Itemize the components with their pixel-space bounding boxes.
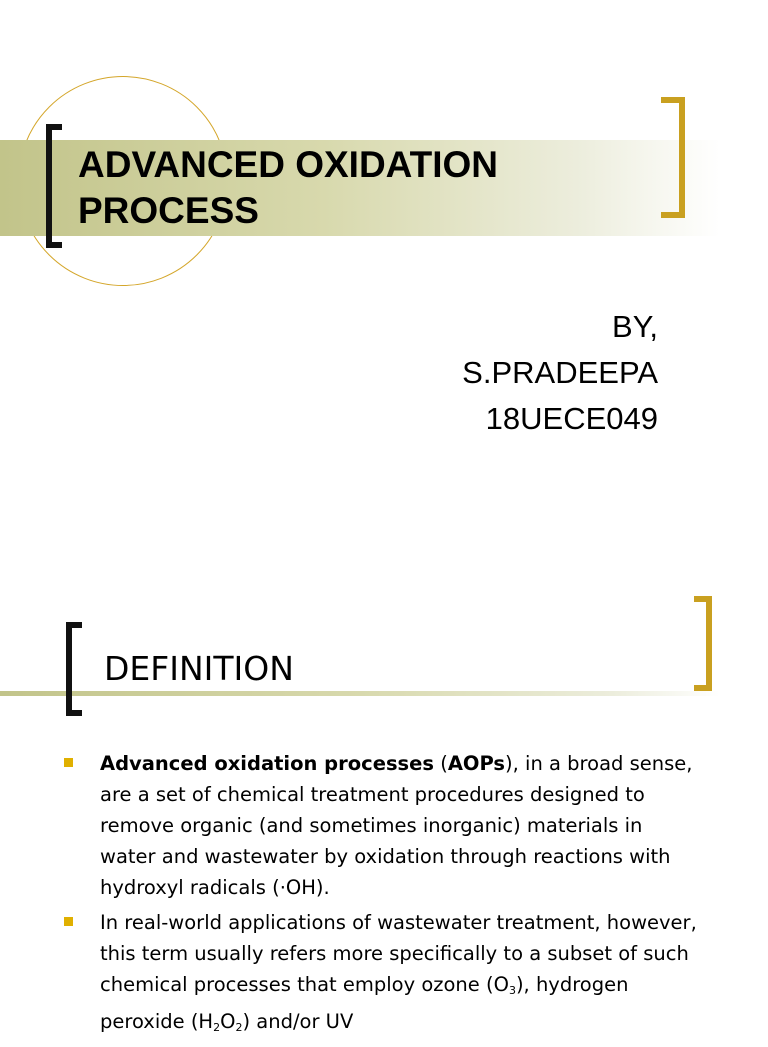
square-bullet-icon: [64, 917, 73, 926]
text-fragment: O: [220, 1010, 236, 1033]
right-bracket-decoration: [661, 97, 685, 218]
list-item: [62, 907, 702, 1043]
right-bracket-decoration-2: [694, 596, 712, 691]
left-bracket-decoration-2: [66, 622, 82, 716]
bullet-text: In real-world applications of wastewater treatment, however, this term usually refers more specifically to a subset of such chemical processes that employ ozone (O: [100, 911, 697, 996]
section-title-underline: [0, 691, 720, 696]
author-name: S.PRADEEPA: [462, 355, 658, 390]
slide-title-line2: PROCESS: [78, 190, 259, 231]
bold-abbr: AOPs: [447, 752, 506, 775]
author-byline: [462, 304, 658, 442]
bullet-text: ), in a broad sense, are a set of chemical treatment procedures designed to remove organic (and sometimes inorganic) materials in water and wastewater by oxidation through reactions with hydroxyl radicals (·OH).: [100, 752, 693, 899]
slide-title-line1: ADVANCED OXIDATION: [78, 144, 499, 185]
slide-title: [78, 142, 658, 234]
definition-bullets: [62, 748, 702, 1047]
list-item: [62, 748, 702, 903]
text-fragment: (: [434, 752, 448, 775]
subscript: 2: [235, 1021, 243, 1034]
author-id: 18UECE049: [485, 401, 658, 436]
section-title: DEFINITION: [104, 649, 294, 688]
subscript: 3: [508, 984, 516, 997]
left-bracket-decoration: [46, 124, 62, 248]
text-fragment: ) and/or UV: [242, 1010, 354, 1033]
bold-term: Advanced oxidation processes: [100, 752, 434, 775]
square-bullet-icon: [64, 758, 73, 767]
text-fragment: ), hydrogen peroxide (H: [100, 973, 629, 1033]
subscript: 2: [213, 1021, 221, 1034]
byline-label: BY,: [612, 309, 658, 344]
